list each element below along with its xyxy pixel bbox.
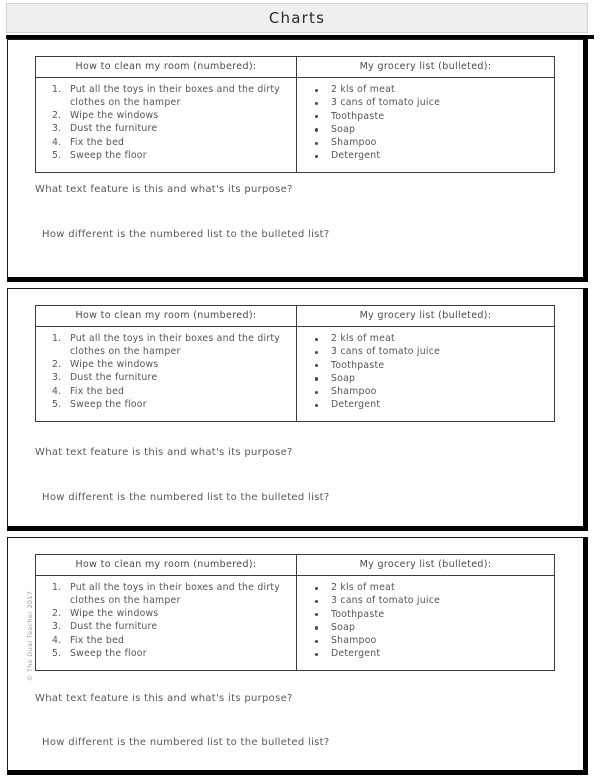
list-item-label: Put all the toys in their boxes and the dirty clothes on the hamper xyxy=(70,84,281,108)
bulleted-list xyxy=(301,582,550,661)
bullet-icon xyxy=(315,128,318,131)
list-item xyxy=(40,648,292,661)
list-item xyxy=(301,386,550,399)
list-marker: 2. xyxy=(52,608,62,620)
list-item xyxy=(40,123,292,136)
list-item xyxy=(301,635,550,648)
list-item xyxy=(301,137,550,150)
bullet-icon xyxy=(315,155,318,158)
table-cell-bulleted-list xyxy=(297,78,554,172)
list-marker: 4. xyxy=(52,136,62,148)
list-item-label: 2 kls of meat xyxy=(331,84,395,95)
list-item-label: 2 kls of meat xyxy=(331,333,395,344)
table-header-row xyxy=(36,57,554,78)
table-header-row xyxy=(36,555,554,576)
numbered-list xyxy=(40,84,292,163)
bullet-icon xyxy=(315,587,318,590)
list-item-label: 3 cans of tomato juice xyxy=(331,595,441,607)
table-body-row xyxy=(36,576,554,670)
list-item xyxy=(40,84,292,110)
bullet-icon xyxy=(315,142,318,145)
list-marker: 4. xyxy=(52,634,62,646)
list-item xyxy=(40,359,292,372)
table-column-numbered-header: How to clean my room (numbered): xyxy=(36,306,297,326)
list-item-label: Soap xyxy=(331,621,356,633)
list-item xyxy=(301,373,550,386)
table-body-row xyxy=(36,78,554,172)
list-item xyxy=(301,84,550,97)
list-item-label: Dust the furniture xyxy=(70,123,158,135)
table-header-row xyxy=(36,306,554,327)
table-cell-numbered-list xyxy=(36,327,297,421)
table-body-row xyxy=(36,327,554,421)
list-item xyxy=(301,97,550,110)
copyright-watermark: © The Dual Teacher 2017 xyxy=(26,590,34,682)
question-text: What text feature is this and what's its purpose? xyxy=(35,184,293,195)
list-item-label: Dust the furniture xyxy=(70,372,158,384)
list-marker: 3. xyxy=(52,621,62,633)
list-marker: 1. xyxy=(52,582,62,593)
list-item-label: Detergent xyxy=(331,399,381,411)
bullet-icon xyxy=(315,102,318,105)
list-item-label: Put all the toys in their boxes and the dirty clothes on the hamper xyxy=(70,582,281,606)
bullet-icon xyxy=(315,626,318,629)
list-item xyxy=(301,648,550,661)
list-item xyxy=(40,110,292,123)
list-item xyxy=(40,608,292,621)
list-item xyxy=(40,621,292,634)
list-marker: 2. xyxy=(52,110,62,122)
list-item xyxy=(40,333,292,359)
list-item-label: Wipe the windows xyxy=(70,110,159,122)
list-item-label: Toothpaste xyxy=(331,110,385,122)
list-marker: 5. xyxy=(52,149,62,161)
table-column-numbered-header: How to clean my room (numbered): xyxy=(36,555,297,575)
list-item-label: Fix the bed xyxy=(70,136,125,148)
question-text: What text feature is this and what's its purpose? xyxy=(35,693,293,704)
list-item-label: Soap xyxy=(331,123,356,135)
list-item-label: 3 cans of tomato juice xyxy=(331,97,441,109)
list-item xyxy=(40,150,292,163)
table-cell-numbered-list xyxy=(36,78,297,172)
list-item xyxy=(40,372,292,385)
list-item-label: Toothpaste xyxy=(331,359,385,371)
worksheet-panel xyxy=(7,537,588,775)
list-item xyxy=(301,582,550,595)
list-item-label: Toothpaste xyxy=(331,608,385,620)
list-item xyxy=(301,346,550,359)
bullet-icon xyxy=(315,613,318,616)
list-item-label: Fix the bed xyxy=(70,385,125,397)
list-marker: 1. xyxy=(52,333,62,344)
list-item-label: Fix the bed xyxy=(70,634,125,646)
table-cell-numbered-list xyxy=(36,576,297,670)
list-item-label: Wipe the windows xyxy=(70,608,159,620)
list-item-label: Sweep the floor xyxy=(70,398,147,410)
list-item xyxy=(301,111,550,124)
list-item xyxy=(301,399,550,412)
list-item-label: Detergent xyxy=(331,648,381,660)
bullet-icon xyxy=(315,404,318,407)
bullet-icon xyxy=(315,89,318,92)
question-text: What text feature is this and what's its purpose? xyxy=(35,447,293,458)
table-column-bulleted-header: My grocery list (bulleted): xyxy=(359,61,492,72)
question-text: How different is the numbered list to the bulleted list? xyxy=(42,492,330,503)
bullet-icon xyxy=(315,364,318,367)
list-item-label: Put all the toys in their boxes and the dirty clothes on the hamper xyxy=(70,333,281,357)
bullet-icon xyxy=(315,115,318,118)
list-item-label: Sweep the floor xyxy=(70,149,147,161)
list-item xyxy=(40,635,292,648)
list-marker: 2. xyxy=(52,359,62,371)
list-item-label: 2 kls of meat xyxy=(331,582,395,593)
table-cell-bulleted-list xyxy=(297,327,554,421)
list-marker: 5. xyxy=(52,647,62,659)
question-text: How different is the numbered list to the bulleted list? xyxy=(42,737,330,748)
list-marker: 3. xyxy=(52,123,62,135)
list-item-label: Shampoo xyxy=(331,386,377,398)
bullet-icon xyxy=(315,640,318,643)
bulleted-list xyxy=(301,333,550,412)
list-item xyxy=(40,399,292,412)
list-item-label: Shampoo xyxy=(331,137,377,149)
list-item xyxy=(40,582,292,608)
table-column-numbered-header: How to clean my room (numbered): xyxy=(36,57,297,77)
chart-table xyxy=(35,554,555,671)
list-item xyxy=(301,124,550,137)
list-item-label: Sweep the floor xyxy=(70,647,147,659)
list-marker: 1. xyxy=(52,84,62,95)
bullet-icon xyxy=(315,600,318,603)
bullet-icon xyxy=(315,653,318,656)
list-item xyxy=(40,386,292,399)
list-marker: 5. xyxy=(52,398,62,410)
list-item xyxy=(301,150,550,163)
list-item-label: Detergent xyxy=(331,150,381,162)
table-cell-bulleted-list xyxy=(297,576,554,670)
bulleted-list xyxy=(301,84,550,163)
table-column-bulleted-header: My grocery list (bulleted): xyxy=(359,559,492,570)
list-item xyxy=(301,360,550,373)
numbered-list xyxy=(40,333,292,412)
list-item xyxy=(40,137,292,150)
table-column-bulleted-header: My grocery list (bulleted): xyxy=(359,310,492,321)
chart-table xyxy=(35,56,555,173)
list-item xyxy=(301,622,550,635)
chart-table xyxy=(35,305,555,422)
bullet-icon xyxy=(315,351,318,354)
list-item xyxy=(301,595,550,608)
worksheet-panel xyxy=(7,39,588,282)
page-header xyxy=(6,3,588,33)
list-marker: 4. xyxy=(52,385,62,397)
bullet-icon xyxy=(315,338,318,341)
numbered-list xyxy=(40,582,292,661)
bullet-icon xyxy=(315,377,318,380)
list-item-label: 3 cans of tomato juice xyxy=(331,346,441,358)
page-title: Charts xyxy=(268,9,326,27)
list-item-label: Dust the furniture xyxy=(70,621,158,633)
worksheet-panel xyxy=(7,288,588,531)
bullet-icon xyxy=(315,391,318,394)
question-text: How different is the numbered list to the bulleted list? xyxy=(42,229,330,240)
list-marker: 3. xyxy=(52,372,62,384)
list-item-label: Soap xyxy=(331,372,356,384)
list-item-label: Wipe the windows xyxy=(70,359,159,371)
list-item-label: Shampoo xyxy=(331,635,377,647)
list-item xyxy=(301,333,550,346)
list-item xyxy=(301,609,550,622)
